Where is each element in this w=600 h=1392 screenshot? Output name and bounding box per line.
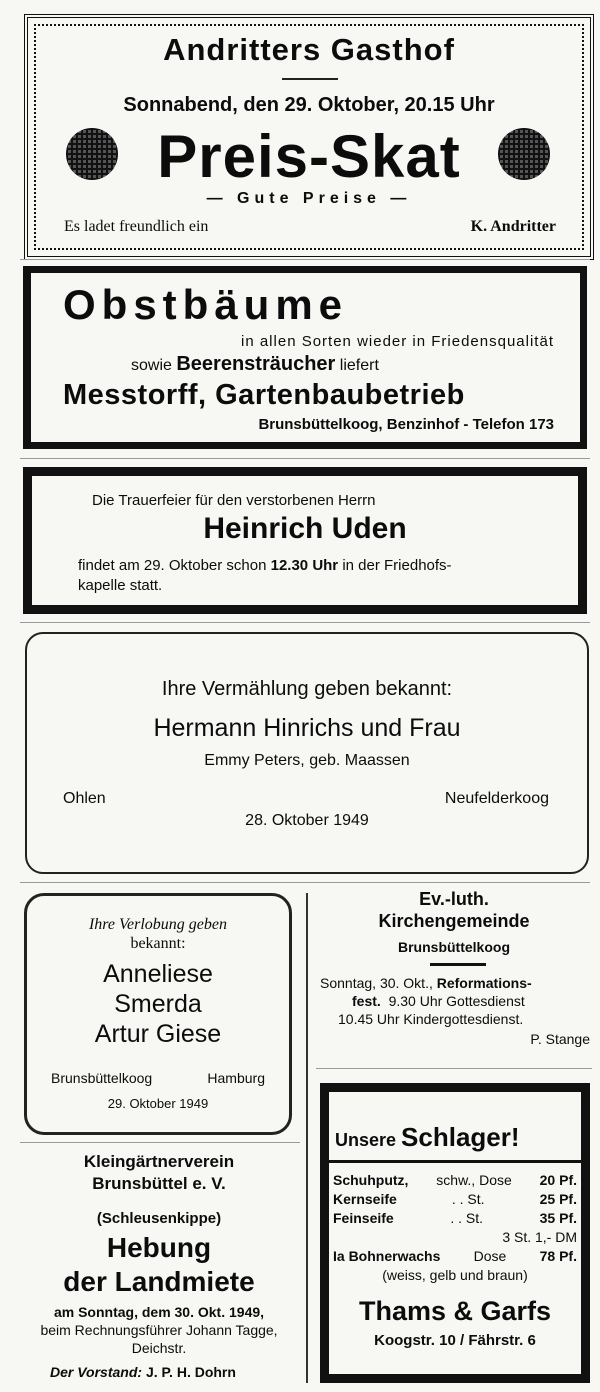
- trauer-line1-b: in der Friedhofs-: [342, 557, 452, 574]
- trauer-line1: [78, 557, 452, 574]
- obst-line2: [131, 353, 379, 376]
- gasthof-subline: — Gute Preise —: [206, 190, 412, 207]
- trauer-time: 12.30 Uhr: [270, 557, 339, 574]
- obst-line2-prefix: sowie: [131, 357, 172, 374]
- verl-name2: Smerda: [114, 990, 202, 1018]
- kirche-text2-b: 9.30 Uhr Gottesdienst: [388, 993, 525, 1009]
- schlager-head-big: Schlager!: [401, 1122, 520, 1152]
- verl-date: 29. Oktober 1949: [107, 1096, 209, 1111]
- ad-schlager-inner: [329, 1092, 581, 1374]
- verm-bride: Emmy Peters, geb. Maassen: [204, 752, 410, 769]
- price-spec: . . St.: [451, 1191, 485, 1207]
- separator: [20, 1142, 300, 1143]
- verm-names: Hermann Hinrichs und Frau: [153, 714, 461, 742]
- trauer-intro: Die Trauerfeier für den verstorbenen Herrn: [92, 492, 376, 509]
- gasthof-title: Andritters Gasthof: [163, 32, 455, 67]
- kg-headline2: der Landmiete: [63, 1266, 255, 1297]
- ad-gasthof: [24, 14, 594, 260]
- price-item: Ia Bohnerwachs: [333, 1248, 441, 1264]
- price-value: 78 Pf.: [539, 1248, 577, 1264]
- gasthof-invite: Es ladet freundlich ein: [64, 218, 209, 235]
- gasthof-headline: Preis-Skat: [157, 123, 461, 190]
- price-spec: . . St.: [450, 1210, 484, 1226]
- price-row: [333, 1172, 577, 1191]
- separator: [20, 259, 590, 260]
- ad-kleingaertnerverein: [14, 1148, 304, 1388]
- separator: [316, 1068, 592, 1069]
- kg-line1: Kleingärtnerverein: [83, 1152, 235, 1171]
- verl-name1: Anneliese: [103, 960, 213, 988]
- kirche-text1: [320, 975, 532, 991]
- kirche-line1: Ev.-luth.: [419, 889, 489, 909]
- price-item: Kernseife: [333, 1191, 397, 1207]
- trauer-line2: kapelle statt.: [78, 577, 163, 594]
- kg-sign-name: J. P. H. Dohrn: [145, 1364, 236, 1380]
- schlager-address: Koogstr. 10 / Fährstr. 6: [374, 1332, 536, 1349]
- kirche-text1-a: Sonntag, 30. Okt.,: [320, 975, 433, 991]
- obst-address: Brunsbüttelkoog, Benzinhof - Telefon 173: [258, 416, 554, 433]
- obst-line2-bold: Beerensträucher: [176, 353, 336, 375]
- price-spec: Dose: [473, 1248, 507, 1264]
- separator: [20, 882, 590, 883]
- price-row: [333, 1191, 577, 1210]
- schlager-company: Thams & Garfs: [358, 1296, 552, 1326]
- price-value: 25 Pf.: [539, 1191, 577, 1207]
- verm-place-left: Ohlen: [63, 790, 106, 807]
- kg-line2: Brunsbüttel e. V.: [92, 1174, 226, 1193]
- column-divider: [306, 893, 308, 1383]
- ad-verlobung: [24, 893, 292, 1135]
- trauer-name: Heinrich Uden: [203, 512, 407, 545]
- kirche-text1-b: Reformations-: [436, 975, 532, 991]
- kirche-line3: Brunsbüttelkoog: [398, 939, 510, 955]
- price-item: Feinseife: [333, 1210, 394, 1226]
- kg-text3: Deichstr.: [131, 1340, 187, 1356]
- kg-text2: beim Rechnungsführer Johann Tagge,: [40, 1322, 278, 1338]
- kirche-text2: [352, 993, 525, 1009]
- verm-place-right: Neufelderkoog: [444, 790, 549, 807]
- kg-text1: am Sonntag, dem 30. Okt. 1949,: [53, 1304, 265, 1320]
- ad-vermaehlung: [25, 632, 589, 874]
- divider: [430, 963, 486, 966]
- kirche-line2: Kirchengemeinde: [378, 911, 530, 931]
- obst-line2-suffix: liefert: [339, 357, 379, 374]
- schlager-head: [335, 1122, 520, 1153]
- price-row: [333, 1210, 577, 1229]
- divider: [282, 78, 338, 80]
- kirche-text3: 10.45 Uhr Kindergottesdienst.: [338, 1011, 524, 1027]
- decorative-ball-left: [66, 128, 118, 180]
- decorative-ball-right: [498, 128, 550, 180]
- separator: [20, 458, 590, 459]
- kg-line3: (Schleusenkippe): [96, 1210, 222, 1227]
- schlager-price-list: [333, 1172, 577, 1286]
- price-row4: 3 St. 1,- DM: [502, 1229, 577, 1245]
- price-value: 35 Pf.: [539, 1210, 577, 1226]
- verl-intro1: Ihre Verlobung geben: [88, 916, 228, 933]
- verl-place-left: Brunsbüttelkoog: [51, 1070, 153, 1086]
- kirche-text2-a: fest.: [352, 993, 381, 1009]
- ad-trauerfeier: [23, 467, 587, 614]
- price-item: Schuhputz,: [333, 1172, 409, 1188]
- verl-name3: Artur Giese: [94, 1020, 222, 1048]
- schlager-head-small: Unsere: [335, 1130, 397, 1150]
- obst-company: Messtorff, Gartenbaubetrieb: [63, 379, 465, 411]
- verm-date: 28. Oktober 1949: [245, 812, 369, 829]
- obst-headline: Obstbäume: [63, 281, 349, 328]
- ad-obstbaeume: [23, 266, 587, 449]
- trauer-line1-a: findet am 29. Oktober schon: [78, 557, 267, 574]
- price-value: 20 Pf.: [539, 1172, 577, 1188]
- gasthof-host: K. Andritter: [470, 218, 556, 235]
- kg-headline1: Hebung: [106, 1232, 212, 1263]
- price-row: [333, 1248, 577, 1267]
- verl-place-right: Hamburg: [207, 1070, 265, 1086]
- ad-kirchengemeinde: [316, 887, 592, 1057]
- kirche-sign: P. Stange: [530, 1031, 590, 1047]
- price-spec: schw., Dose: [436, 1172, 512, 1188]
- verm-intro: Ihre Vermählung geben bekannt:: [161, 678, 453, 700]
- kg-sign: [50, 1364, 236, 1380]
- obst-line1: in allen Sorten wieder in Friedensqualität: [241, 333, 554, 350]
- kg-sign-label: Der Vorstand:: [50, 1364, 143, 1380]
- gasthof-date: Sonnabend, den 29. Oktober, 20.15 Uhr: [123, 94, 495, 116]
- divider: [329, 1160, 581, 1163]
- verl-intro2: bekannt:: [130, 935, 186, 952]
- ad-schlager: [320, 1083, 590, 1383]
- price-row6: (weiss, gelb und braun): [382, 1267, 528, 1283]
- separator: [20, 622, 590, 623]
